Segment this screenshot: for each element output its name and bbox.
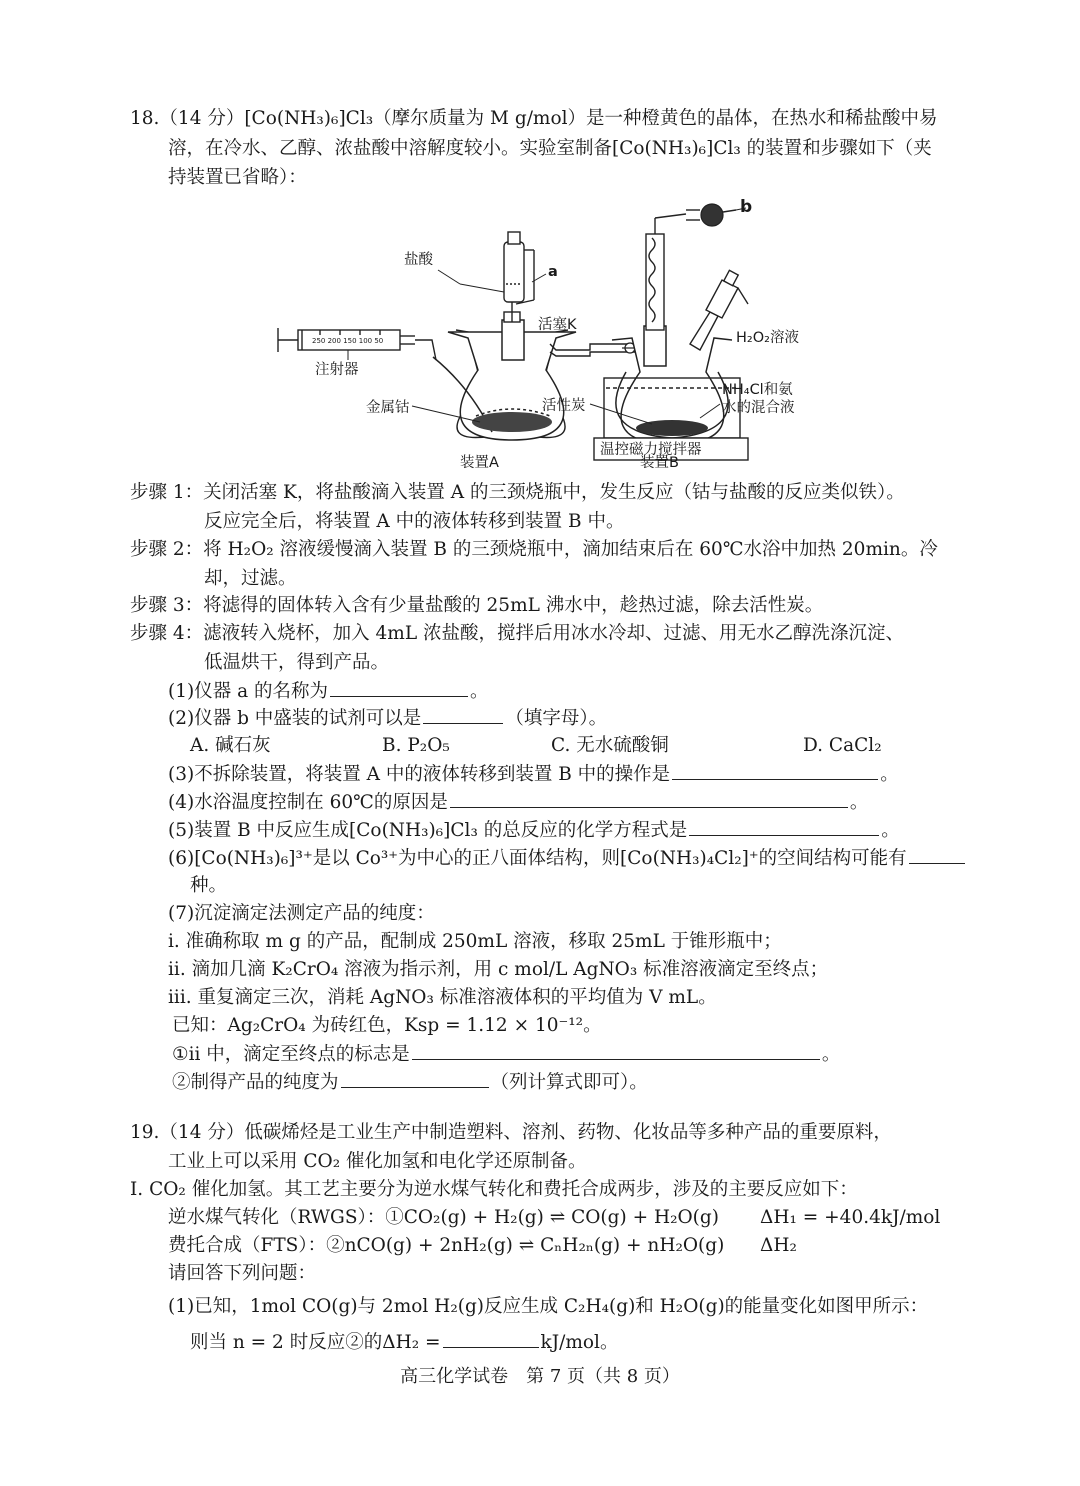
q18-sub5 (168, 817, 900, 844)
q18-sub7-ii: ii. 滴加几滴 K₂CrO₄ 溶液为指示剂，用 c mol/L AgNO₃ 标准溶液滴定至终点； (168, 959, 829, 980)
q18-line1: 18.（14 分）[Co(NH₃)₆]Cl₃（摩尔质量为 M g/mol）是一种橙黄色的晶体，在热水和稀盐酸中易 (130, 108, 938, 129)
answer-blank-19-1[interactable] (443, 1329, 539, 1348)
q18-sub7-2-text: ②制得产品的纯度为 (172, 1072, 339, 1093)
step1-line2: 反应完全后，将装置 A 中的液体转移到装置 B 中。 (204, 511, 625, 532)
q18-sub2 (168, 705, 607, 732)
q18-sub7-iii: iii. 重复滴定三次，消耗 AgNO₃ 标准溶液体积的平均值为 V mL。 (168, 987, 717, 1008)
q19-part1: Ⅰ. CO₂ 催化加氢。其工艺主要分为逆水煤气转化和费托合成两步，涉及的主要反应如下： (130, 1179, 858, 1200)
q18-sub1 (168, 678, 489, 705)
q18-sub4-text: (4)水浴温度控制在 60℃的原因是 (168, 792, 448, 813)
step4-line1: 步骤 4：滤液转入烧杯，加入 4mL 浓盐酸，搅拌后用冰水冷却、过滤、用无水乙醇洗涤沉淀、 (130, 623, 905, 644)
known-ksp: 已知：Ag₂CrO₄ 为砖红色，Ksp = 1.12 × 10⁻¹²。 (172, 1015, 602, 1036)
option-c: C. 无水硫酸铜 (551, 735, 669, 756)
q19-line1: 19.（14 分）低碳烯烃是工业生产中制造塑料、溶剂、药物、化妆品等多种产品的重要原料， (130, 1122, 892, 1143)
q18-sub7-1 (172, 1041, 840, 1068)
q19-sub1-end: kJ/mol。 (540, 1332, 619, 1353)
option-d: D. CaCl₂ (803, 735, 882, 756)
option-a: A. 碱石灰 (190, 735, 271, 756)
q18-sub4-end: 。 (849, 792, 869, 813)
q18-line2: 溶，在冷水、乙醇、浓盐酸中溶解度较小。实验室制备[Co(NH₃)₆]Cl₃ 的装置和步骤如下（夹 (168, 138, 932, 159)
q18-sub7-2 (172, 1069, 648, 1096)
q18-sub6 (168, 845, 967, 872)
step2-line1: 步骤 2：将 H₂O₂ 溶液缓慢滴入装置 B 的三颈烧瓶中，滴加结束后在 60℃水浴中加热 20min。冷 (130, 539, 938, 560)
q18-sub7-1-end: 。 (821, 1044, 841, 1065)
q18-sub1-end: 。 (470, 681, 489, 702)
q18-sub3 (168, 761, 899, 788)
answer-blank-4[interactable] (450, 789, 848, 808)
q18-sub2-text: (2)仪器 b 中盛装的试剂可以是 (168, 708, 422, 729)
option-b: B. P₂O₅ (382, 735, 450, 756)
flask-a (433, 320, 576, 440)
answer-blank-6[interactable] (909, 845, 965, 864)
apparatus-diagram (260, 192, 840, 474)
rwgs-reaction: 逆水煤气转化（RWGS）：①CO₂(g) + H₂(g) ⇌ CO(g) + H₂O(g) (168, 1207, 719, 1228)
q18-sub3-end: 。 (880, 764, 899, 785)
q18-sub7-2-end: （列计算式即可）。 (490, 1072, 648, 1093)
stirrer-label: 温控磁力搅拌器 (600, 442, 702, 458)
carbon-label: 活性炭 (542, 398, 586, 414)
cobalt-label: 金属钴 (366, 400, 410, 416)
q18-sub3-text: (3)不拆除装置，将装置 A 中的液体转移到装置 B 中的操作是 (168, 764, 671, 785)
rwgs-enthalpy: ΔH₁ = +40.4kJ/mol (760, 1207, 941, 1228)
q18-sub2-end: （填字母）。 (505, 708, 608, 729)
step4-line2: 低温烘干，得到产品。 (204, 652, 390, 673)
q18-line3: 持装置已省略）： (168, 167, 307, 188)
device-a-label: 装置A (460, 455, 499, 471)
q19-ask: 请回答下列问题： (168, 1263, 317, 1284)
q18-sub4 (168, 789, 868, 816)
q18-sub1-text: (1)仪器 a 的名称为 (168, 681, 328, 702)
device-b-label: 装置B (640, 455, 679, 471)
q18-sub7-1-text: ①ii 中，滴定至终点的标志是 (172, 1044, 410, 1065)
q18-sub7-i: i. 准确称取 m g 的产品，配制成 250mL 溶液，移取 25mL 于锥形瓶中； (168, 931, 782, 952)
q19-sub1-line1: (1)已知，1mol CO(g)与 2mol H₂(g)反应生成 C₂H₄(g)和 H₂O(g)的能量变化如图甲所示： (168, 1296, 929, 1317)
hcl-label: 盐酸 (404, 252, 433, 268)
fts-enthalpy: ΔH₂ (760, 1235, 797, 1256)
answer-blank-5[interactable] (689, 817, 879, 836)
page-footer: 高三化学试卷 第 7 页（共 8 页） (400, 1366, 680, 1387)
answer-blank-7-1[interactable] (412, 1041, 820, 1060)
q19-sub1-text: 则当 n = 2 时反应②的ΔH₂ = (190, 1332, 441, 1353)
answer-blank-3[interactable] (672, 761, 878, 780)
dropping-funnel-a (504, 232, 534, 322)
q18-sub6-end: 种。 (190, 875, 228, 896)
syringe-scale: 250 200 150 100 50 (312, 337, 384, 345)
step2-line2: 却，过滤。 (204, 568, 297, 589)
mixture-label-1: NH₄Cl和氨 (722, 382, 793, 398)
valve-label: 活塞K (538, 317, 577, 333)
q19-sub1-line2 (190, 1329, 618, 1356)
condenser (646, 210, 700, 330)
q18-sub7: (7)沉淀滴定法测定产品的纯度： (168, 903, 435, 924)
syringe-label: 注射器 (315, 362, 359, 378)
answer-blank-1[interactable] (330, 678, 468, 697)
h2o2-label: H₂O₂溶液 (736, 330, 799, 346)
answer-blank-2[interactable] (423, 705, 503, 724)
answer-blank-7-2[interactable] (341, 1069, 489, 1088)
q18-sub5-end: 。 (881, 820, 900, 841)
mixture-label-2: 水的混合液 (722, 400, 795, 416)
label-b: b (740, 197, 753, 217)
q18-sub6-text: (6)[Co(NH₃)₆]³⁺是以 Co³⁺为中心的正八面体结构，则[Co(NH₃)₄Cl₂]⁺的空间结构可能有 (168, 848, 907, 869)
q18-sub5-text: (5)装置 B 中反应生成[Co(NH₃)₆]Cl₃ 的总反应的化学方程式是 (168, 820, 688, 841)
step3: 步骤 3：将滤得的固体转入含有少量盐酸的 25mL 沸水中，趁热过滤，除去活性炭。 (130, 595, 824, 616)
fts-reaction: 费托合成（FTS）：②nCO(g) + 2nH₂(g) ⇌ CₙH₂ₙ(g) + nH₂O(g) (168, 1235, 725, 1256)
step1-line1: 步骤 1：关闭活塞 K，将盐酸滴入装置 A 的三颈烧瓶中，发生反应（钴与盐酸的反应类似铁）。 (130, 482, 905, 503)
q19-line2: 工业上可以采用 CO₂ 催化加氢和电化学还原制备。 (168, 1151, 587, 1172)
label-a: a (548, 264, 558, 280)
